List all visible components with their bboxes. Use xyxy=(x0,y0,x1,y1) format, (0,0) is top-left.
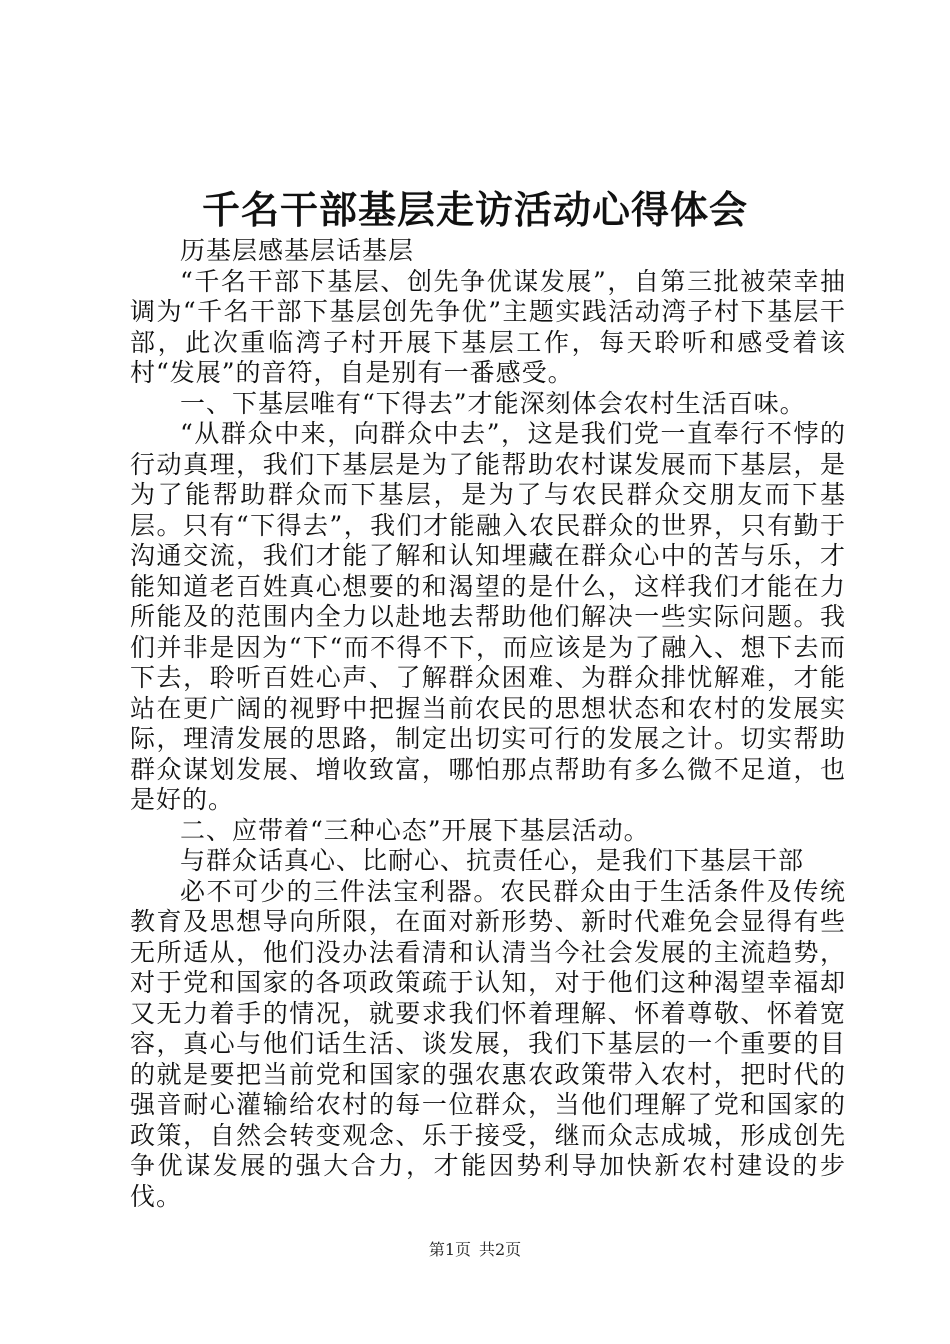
paragraph-section-2: 必不可少的三件法宝利器。农民群众由于生活条件及传统教育及思想导向所限，在面对新形势、新时代难免会显得有些无所适从，他们没办法看清和认清当今社会发展的主流趋势，对于党和国家的各项政策疏于认知，对于他们这种渴望幸福却又无力着手的情况，就要求我们怀着理解、怀着尊敬、怀着宽容，真心与他们话生活、谈发展，我们下基层的一个重要的目的就是要把当前党和国家的强农惠农政策带入农村，把时代的强音耐心灌输给农村的每一位群众，当他们理解了党和国家的政策，自然会转变观念、乐于接受，继而众志成城，形成创先争优谋发展的强大合力，才能因势利导加快新农村建设的步伐。 xyxy=(130,876,846,1211)
section-heading-1: 一、下基层唯有“下得去”才能深刻体会农村生活百味。 xyxy=(180,388,806,418)
paragraph-subtitle: 历基层感基层话基层 xyxy=(180,236,415,265)
page-number: 第1页 xyxy=(428,1240,471,1259)
paragraph-section-1: “从群众中来，向群众中去”，这是我们党一直奉行不悖的行动真理，我们下基层是为了能帮助农村谋发展而下基层，是为了能帮助群众而下基层，是为了与农民群众交朋友而下基层。只有“下得去”，我们才能融入农民群众的世界，只有勤于沟通交流，我们才能了解和认知埋藏在群众心中的苦与乐，才能知道老百姓真心想要的和渴望的是什么，这样我们才能在力所能及的范围内全力以赴地去帮助他们解决一些实际问题。我们并非是因为“下“而不得不下，而应该是为了融入、想下去而下去，聆听百姓心声、了解群众困难、为群众排忧解难，才能站在更广阔的视野中把握当前农民的思想状态和农村的发展实际，理清发展的思路，制定出切实可行的发展之计。切实帮助群众谋划发展、增收致富，哪怕那点帮助有多么微不足道，也是好的。 xyxy=(130,419,846,814)
document-title: 千名干部基层走访活动心得体会 xyxy=(201,187,748,232)
paragraph-section-2-lead: 与群众话真心、比耐心、抗责任心，是我们下基层干部 xyxy=(180,846,805,875)
page-total: 共2页 xyxy=(479,1240,522,1259)
document-body xyxy=(130,236,846,1212)
paragraph-intro: “千名干部下基层、创先争优谋发展”，自第三批被荣幸抽调为“千名干部下基层创先争优”主题实践活动湾子村下基层干部，此次重临湾子村开展下基层工作，每天聆听和感受着该村“发展”的音符，自是别有一番感受。 xyxy=(130,266,846,387)
page-footer xyxy=(0,1240,950,1260)
section-heading-2: 二、应带着“三种心态”开展下基层活动。 xyxy=(180,815,650,845)
